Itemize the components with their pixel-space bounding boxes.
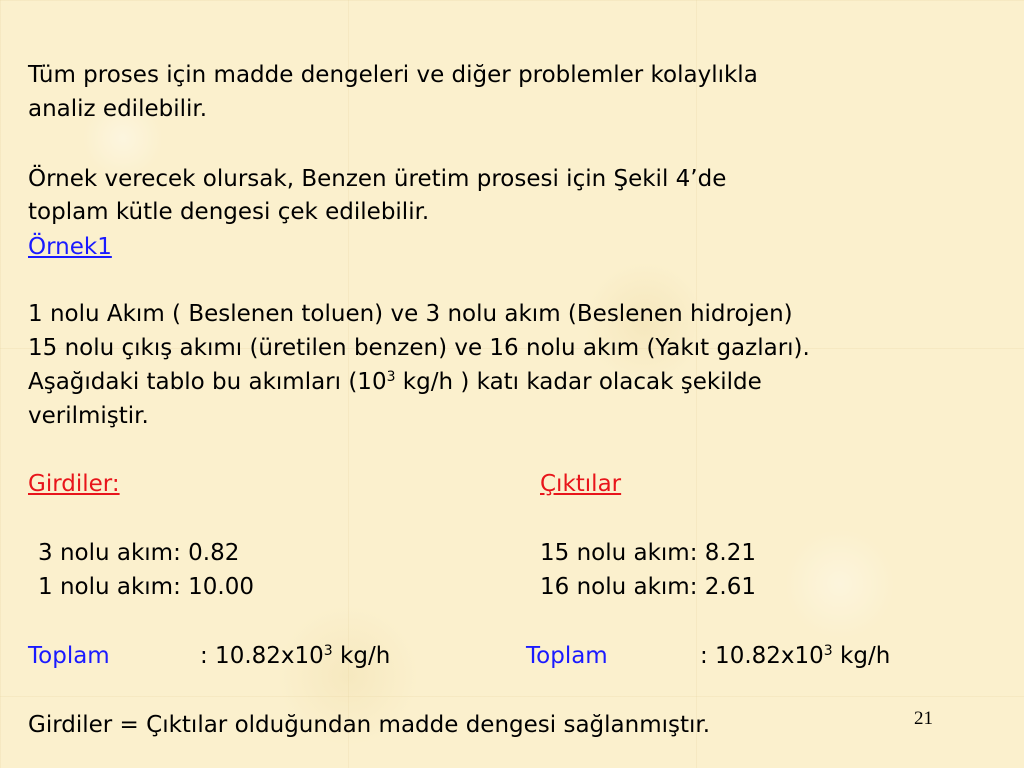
outputs-total-unit: kg/h	[832, 643, 891, 669]
inputs-total-unit: kg/h	[332, 643, 391, 669]
outputs-item-2: 16 nolu akım: 2.61	[540, 574, 756, 600]
inputs-item-2: 1 nolu akım: 10.00	[38, 574, 254, 600]
outputs-total-label: Toplam	[526, 643, 608, 669]
inputs-total-number: : 10.82x10	[200, 643, 324, 669]
paragraph2-line2: toplam kütle dengesi çek edilebilir.	[28, 199, 430, 225]
paragraph2-line1: Örnek verecek olursak, Benzen üretim prosesi için Şekil 4’de	[28, 166, 727, 192]
outputs-total-number: : 10.82x10	[700, 643, 824, 669]
inputs-heading: Girdiler:	[28, 471, 120, 497]
paragraph3-line3-post: kg/h ) katı kadar olacak şekilde	[395, 369, 762, 395]
paragraph3-line3-pre: Aşağıdaki tablo bu akımları (10	[28, 369, 387, 395]
paragraph3-line2: 15 nolu çıkış akımı (üretilen benzen) ve 16 nolu akım (Yakıt gazları).	[28, 335, 810, 361]
inputs-item-1: 3 nolu akım: 0.82	[38, 540, 240, 566]
paragraph3-line3	[28, 367, 762, 397]
page-number: 21	[914, 708, 933, 729]
example-link-row	[28, 232, 112, 262]
outputs-total-value	[700, 641, 890, 671]
example-link[interactable]: Örnek1	[28, 234, 112, 260]
paragraph3-line3-sup: 3	[386, 369, 396, 385]
inputs-total-label: Toplam	[28, 643, 110, 669]
paragraph3-line4: verilmiştir.	[28, 403, 149, 429]
inputs-total-value	[200, 641, 390, 671]
inputs-total-sup: 3	[323, 643, 333, 659]
conclusion: Girdiler = Çıktılar olduğundan madde dengesi sağlanmıştır.	[28, 712, 711, 738]
outputs-total-sup: 3	[823, 643, 833, 659]
paragraph1-line2: analiz edilebilir.	[28, 96, 208, 122]
outputs-heading: Çıktılar	[540, 471, 622, 497]
outputs-item-1: 15 nolu akım: 8.21	[540, 540, 756, 566]
paragraph3-line1: 1 nolu Akım ( Beslenen toluen) ve 3 nolu akım (Beslenen hidrojen)	[28, 301, 793, 327]
paragraph1-line1: Tüm proses için madde dengeleri ve diğer problemler kolaylıkla	[28, 62, 758, 88]
